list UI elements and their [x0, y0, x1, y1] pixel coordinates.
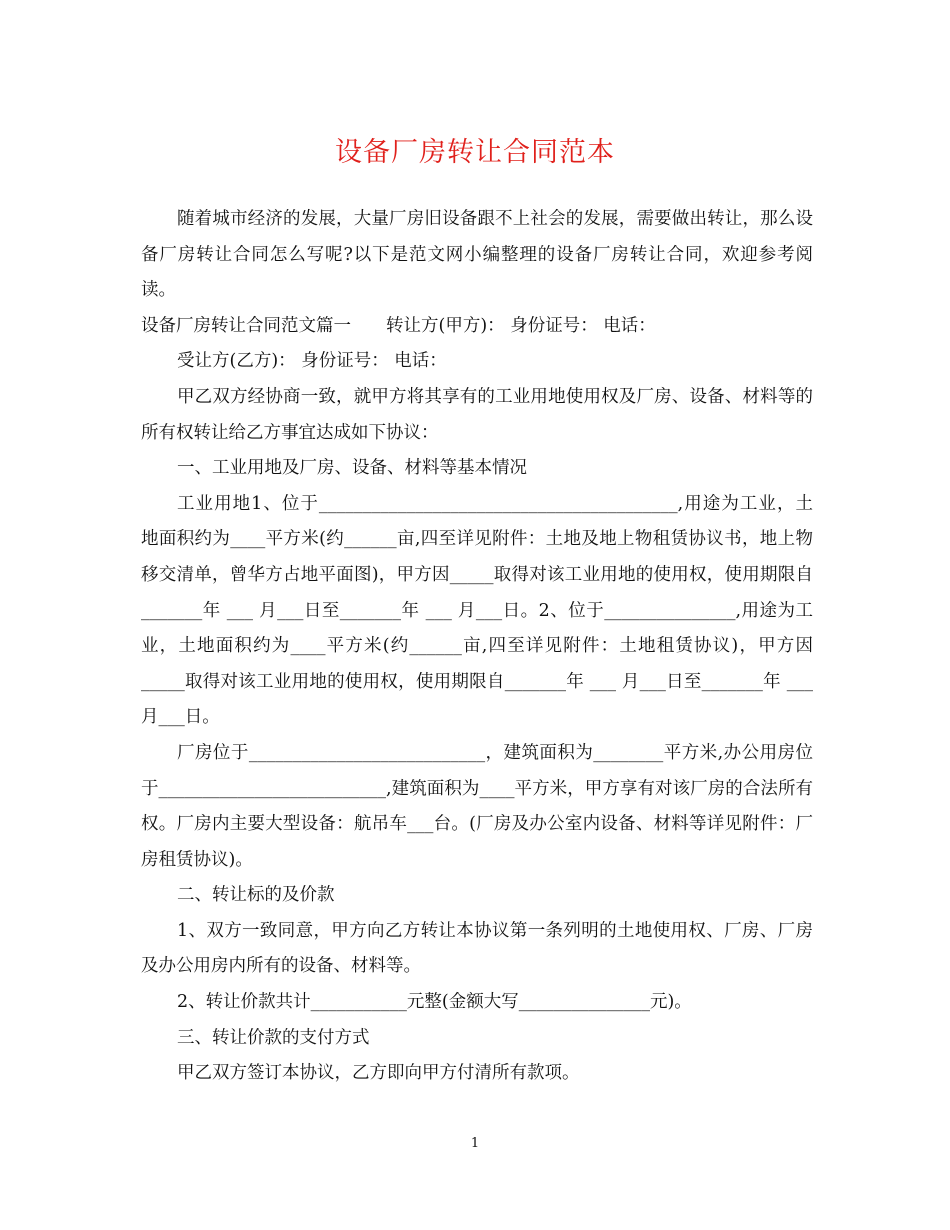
clause-2-1: 1、双方一致同意，甲方向乙方转让本协议第一条列明的土地使用权、厂房、厂房及办公用房内所有的设备、材料等。: [141, 920, 813, 977]
clause-2-2: 2、转让价款共计___________元整(金额大写_______________元)。: [177, 992, 692, 1013]
party-b-line: 受让方(乙方)： 身份证号： 电话：: [177, 351, 447, 372]
document-body: [141, 202, 813, 1092]
document-title: 设备厂房转让合同范本: [335, 137, 615, 168]
intro-paragraph: 随着城市经济的发展，大量厂房旧设备跟不上社会的发展，需要做出转让，那么设备厂房转让合同怎么写呢?以下是范文网小编整理的设备厂房转让合同，欢迎参考阅读。: [141, 209, 813, 301]
land-paragraph: 工业用地1、位于_________________________________________,用途为工业，土地面积约为____平方米(约______亩,四至详见附件：土地及地上物租赁协议书，地上物移交清单，曾华方占地平面图)，甲方因_____取得对该工业用地的使用权，使用期限自_______年 ___ 月___日至_______年 ___ 月___日。2、位于_______________,用途为工业，土地面积约为____平方米(约______亩,四至详见附件：土地租赁协议)，甲方因_____取得对该工业用地的使用权，使用期限自_______年 ___ 月___日至_______年 ___ 月___日。: [141, 493, 813, 728]
payment-paragraph: 甲乙双方签订本协议，乙方即向甲方付清所有款项。: [177, 1063, 580, 1084]
page-number: 1: [470, 1136, 480, 1151]
plant-paragraph: 厂房位于___________________________，建筑面积为________平方米,办公用房位于__________________________,建筑面积为____平方米，甲方享有对该厂房的合法所有权。厂房内主要大型设备：航吊车___台。(厂房及办公室内设备、材料等详见附件：厂房租赁协议)。: [141, 742, 813, 870]
section-heading-3: 三、转让价款的支付方式: [177, 1027, 370, 1048]
agreement-paragraph: 甲乙双方经协商一致，就甲方将其享有的工业用地使用权及厂房、设备、材料等的所有权转让给乙方事宜达成如下协议：: [141, 386, 813, 443]
section-heading-2: 二、转让标的及价款: [177, 885, 335, 906]
section-heading-1: 一、工业用地及厂房、设备、材料等基本情况: [177, 458, 527, 479]
party-a-line: 设备厂房转让合同范文篇一 转让方(甲方)： 身份证号： 电话：: [141, 315, 656, 336]
